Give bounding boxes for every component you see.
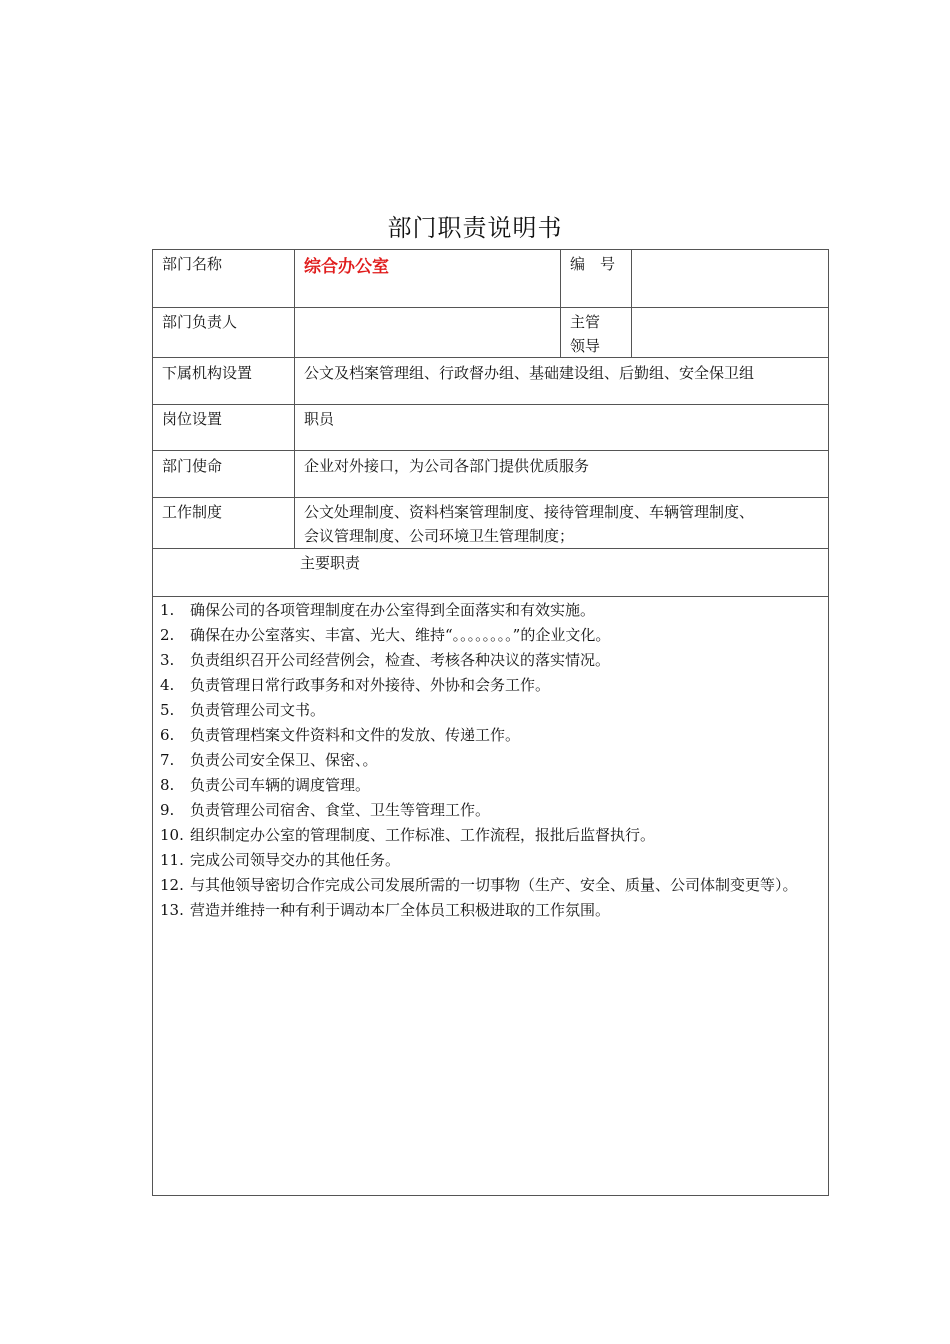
- row-divider: [152, 307, 829, 308]
- row-divider: [152, 357, 829, 358]
- duties-list: [160, 598, 825, 923]
- positions-value: 职员: [304, 410, 335, 428]
- column-divider: [294, 249, 295, 548]
- row-divider: [152, 497, 829, 498]
- row-divider: [152, 548, 829, 549]
- list-item: 5. 负责管理公司文书。: [160, 701, 326, 719]
- dept-name-value: 综合办公室: [304, 257, 389, 277]
- subunits-value: 公文及档案管理组、行政督办组、基础建设组、后勤组、安全保卫组: [304, 364, 755, 382]
- row-divider: [152, 450, 829, 451]
- list-item: 3. 负责组织召开公司经营例会，检查、考核各种决议的落实情况。: [160, 651, 611, 669]
- mission-value: 企业对外接口，为公司各部门提供优质服务: [304, 457, 590, 475]
- rules-label: 工作制度: [162, 503, 223, 521]
- row-divider: [152, 596, 829, 597]
- list-item: 8. 负责公司车辆的调度管理。: [160, 776, 371, 794]
- list-item: 9. 负责管理公司宿舍、食堂、卫生等管理工作。: [160, 801, 491, 819]
- list-item: 13. 营造并维持一种有利于调动本厂全体员工积极进取的工作氛围。: [160, 901, 611, 919]
- list-item: 12. 与其他领导密切合作完成公司发展所需的一切事物（生产、安全、质量、公司体制变更等）。: [160, 876, 798, 894]
- column-divider: [560, 249, 561, 357]
- rules-value-line2: 会议管理制度、公司环境卫生管理制度；: [304, 527, 575, 545]
- supervisor-label-line2: 领导: [570, 337, 601, 355]
- mission-label: 部门使命: [162, 457, 223, 475]
- supervisor-label-line1: 主管: [570, 313, 601, 331]
- code-label: 编 号: [570, 255, 616, 273]
- rules-value-line1: 公文处理制度、资料档案管理制度、接待管理制度、车辆管理制度、: [304, 503, 755, 521]
- positions-label: 岗位设置: [162, 410, 223, 428]
- list-item: 7. 负责公司安全保卫、保密、。: [160, 751, 378, 769]
- dept-head-label: 部门负责人: [162, 313, 238, 331]
- column-divider: [631, 249, 632, 357]
- row-divider: [152, 404, 829, 405]
- subunits-label: 下属机构设置: [162, 364, 253, 382]
- list-item: 2. 确保在办公室落实、丰富、光大、维持“。。。。。。。。”的企业文化。: [160, 626, 611, 644]
- dept-name-label: 部门名称: [162, 255, 223, 273]
- list-item: 11. 完成公司领导交办的其他任务。: [160, 851, 401, 869]
- list-item: 6. 负责管理档案文件资料和文件的发放、传递工作。: [160, 726, 521, 744]
- list-item: 4. 负责管理日常行政事务和对外接待、外协和会务工作。: [160, 676, 551, 694]
- duties-header: 主要职责: [300, 554, 361, 572]
- page-title: 部门职责说明书: [387, 214, 563, 242]
- list-item: 1. 确保公司的各项管理制度在办公室得到全面落实和有效实施。: [160, 601, 596, 619]
- list-item: 10. 组织制定办公室的管理制度、工作标准、工作流程，报批后监督执行。: [160, 826, 656, 844]
